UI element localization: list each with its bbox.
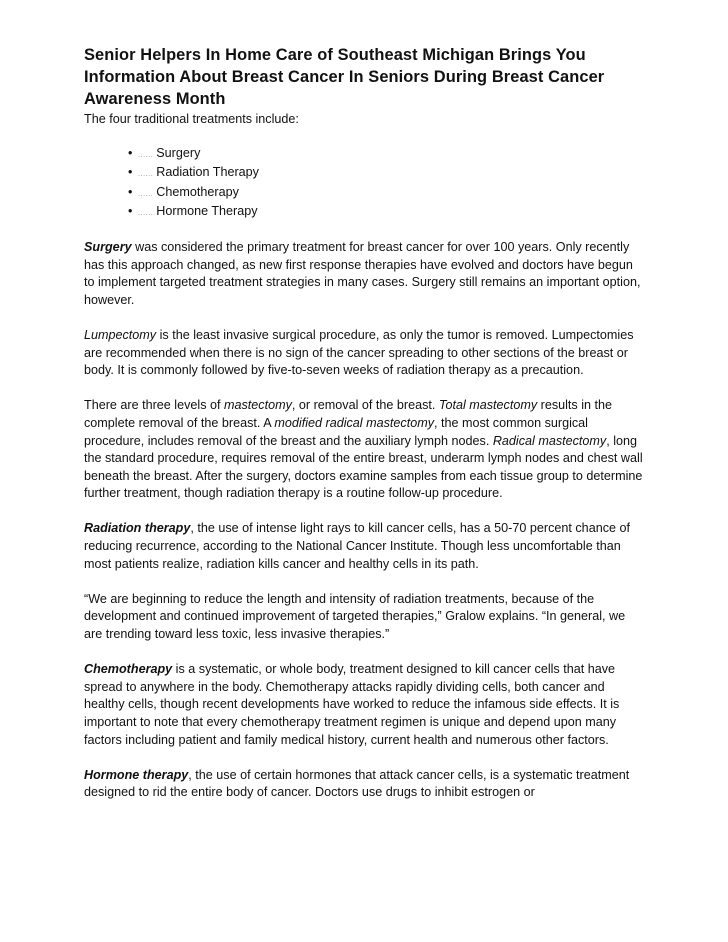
mastectomy-text-5: , long the standard procedure, requires removal of the entire breast, underarm lymph nodes and chest wall beneath the breast. After the surgery, doctors examine samples from each tissue group to determine further treatment, though radiation therapy is a routine follow-up procedure.: [84, 433, 643, 501]
list-item-label: Hormone Therapy: [156, 204, 258, 219]
list-item: [128, 203, 644, 223]
bullet-icon: •: [128, 145, 133, 160]
bullet-icon: •: [128, 204, 133, 219]
bullet-leader: ......: [138, 190, 154, 198]
radiation-paragraph: [84, 520, 644, 573]
treatments-list: [128, 145, 644, 223]
list-item: [128, 184, 644, 204]
document-page: [84, 44, 644, 820]
mastectomy-paragraph: [84, 397, 644, 503]
radical-mastectomy-term: Radical mastectomy: [492, 433, 607, 448]
mastectomy-text-4: , the most common surgical procedure, includes removal of the breast and the auxiliary lymph nodes.: [84, 415, 588, 448]
bullet-leader: ......: [138, 151, 154, 159]
lumpectomy-term: Lumpectomy: [84, 327, 157, 342]
radiation-text: , the use of intense light rays to kill cancer cells, has a 50-70 percent chance of reducing recurrence, according to the National Cancer Institute. Though less uncomfortable than most patients realize, radiation kills cancer and healthy cells in its path.: [84, 521, 631, 571]
bullet-icon: •: [128, 184, 133, 199]
mastectomy-text-2: , or removal of the breast.: [291, 398, 439, 413]
hormone-paragraph: [84, 767, 644, 802]
intro-text: The four traditional treatments include:: [84, 112, 299, 126]
chemotherapy-text: is a systematic, or whole body, treatment designed to kill cancer cells that have spread to anywhere in the body. Chemotherapy attacks rapidly dividing cells, both cancer and healthy cells, though recent developments have worked to reduce the infamous side effects. It is important to note that every chemotherapy treatment regimen is unique and depend upon many factors including patient and family medical history, current health and numerous other factors.: [84, 662, 620, 747]
mastectomy-text-1: There are three levels of: [84, 398, 225, 413]
mastectomy-text-3: results in the complete removal of the breast. A: [84, 398, 613, 430]
lumpectomy-paragraph: [84, 327, 644, 380]
lumpectomy-text: is the least invasive surgical procedure, as only the tumor is removed. Lumpectomies are recommended when there is no sign of the cancer spreading to other sections of the breast or body. It is commonly followed by five-to-seven weeks of radiation therapy as a precaution.: [84, 327, 634, 378]
bullet-leader: ......: [138, 210, 154, 218]
mastectomy-term: mastectomy: [224, 398, 292, 413]
modified-radical-mastectomy-term: modified radical mastectomy: [274, 415, 434, 430]
list-item-label: Radiation Therapy: [156, 165, 259, 180]
chemotherapy-term: Chemotherapy: [84, 662, 173, 677]
list-item-label: Surgery: [156, 145, 201, 160]
radiation-term: Radiation therapy: [84, 521, 191, 536]
surgery-text: was considered the primary treatment for breast cancer for over 100 years. Only recently has this approach changed, as new first response therapies have evolved and doctors have begun to implement targeted treatment strategies in many cases. Surgery still remains an important option, however.: [84, 239, 641, 307]
hormone-text: , the use of certain hormones that attack cancer cells, is a systematic treatment designed to rid the entire body of cancer. Doctors use drugs to inhibit estrogen or: [84, 767, 630, 800]
quote-paragraph: “We are beginning to reduce the length and intensity of radiation treatments, because of the development and continued improvement of targeted therapies,” Gralow explains. “In general, we are trending toward less toxic, less invasive therapies.”: [84, 591, 626, 642]
surgery-paragraph: [84, 239, 644, 309]
surgery-term: Surgery: [84, 239, 132, 254]
bullet-leader: ......: [138, 171, 154, 179]
total-mastectomy-term: Total mastectomy: [438, 398, 538, 413]
bullet-icon: •: [128, 165, 133, 180]
list-item-label: Chemotherapy: [156, 184, 239, 199]
list-item: [128, 145, 644, 165]
hormone-term: Hormone therapy: [84, 767, 189, 782]
list-item: [128, 164, 644, 184]
chemotherapy-paragraph: [84, 661, 644, 749]
document-title: Senior Helpers In Home Care of Southeast Michigan Brings You Information About Breast Cancer In Seniors During Breast Cancer Awareness Month: [84, 46, 605, 108]
